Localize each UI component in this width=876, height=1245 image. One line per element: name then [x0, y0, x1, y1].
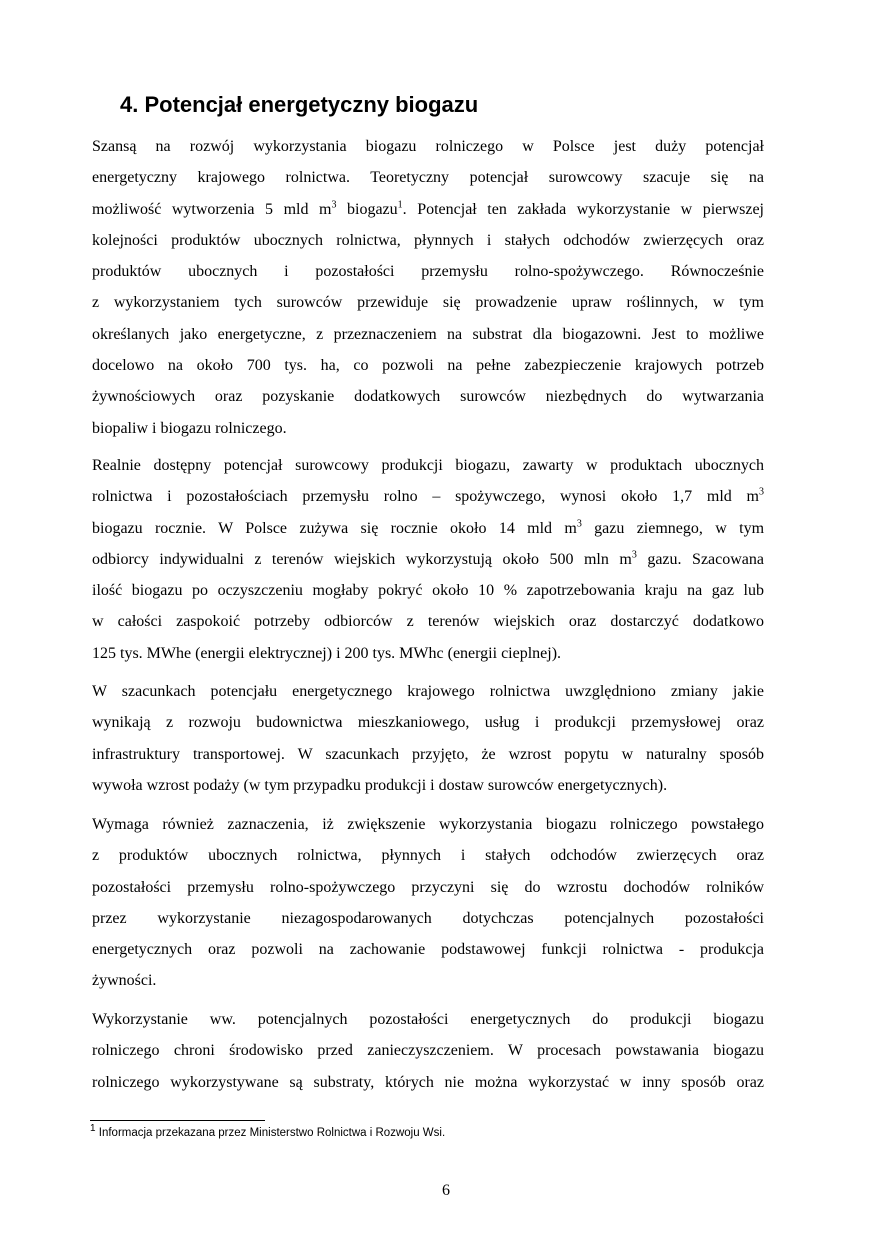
text-line: Szansą na rozwój wykorzystania biogazu rolniczego w Polsce jest duży potencjał	[92, 138, 764, 155]
text-line: biogazu rocznie. W Polsce zużywa się rocznie około 14 mld $m^3$ gazu ziemnego, w tym	[92, 518, 765, 537]
text-line: określanych jako energetyczne, z przeznaczeniem na substrat dla biogazowni. Jest to możliwe	[92, 325, 764, 343]
text-line: możliwość wytworzenia 5 mld $m^3$ biogazu$^1$. Potencjał ten zakłada wykorzystanie w pierwszej	[92, 199, 764, 218]
paragraph-5	[92, 1004, 764, 1098]
paragraph-3	[92, 676, 764, 801]
text-line: energetycznych oraz pozwoli na zachowanie podstawowej funkcji rolnictwa - produkcja	[92, 941, 764, 959]
section-heading: 4. Potencjał energetyczny biogazu	[120, 92, 479, 117]
superscript: 3	[331, 199, 337, 211]
text-line: energetyczny krajowego rolnictwa. Teoretyczny potencjał surowcowy szacuje się na	[92, 169, 764, 187]
text-line: żywnościowych oraz pozyskanie dodatkowych surowców niezbędnych do wytwarzania	[92, 388, 764, 406]
footnote	[90, 1123, 446, 1139]
paragraph-1	[92, 131, 764, 444]
text-line: produktów ubocznych i pozostałości przemysłu rolno-spożywczego. Równocześnie	[92, 263, 764, 281]
text-line: ilość biogazu po oczyszczeniu mogłaby pokryć około 10 % zapotrzebowania kraju na gaz lub	[92, 582, 764, 600]
text-line: w całości zaspokoić potrzeby odbiorców z terenów wiejskich oraz dostarczyć dodatkowo	[92, 613, 764, 631]
text-line: kolejności produktów ubocznych rolnictwa, płynnych i stałych odchodów zwierzęcych oraz	[92, 231, 764, 249]
footnote-separator	[90, 1120, 265, 1121]
paragraph-4	[92, 809, 764, 997]
text-line: z produktów ubocznych rolnictwa, płynnych i stałych odchodów zwierzęcych oraz	[92, 847, 764, 865]
paragraph-2	[92, 450, 764, 669]
footnote-text: Informacja przekazana przez Ministerstwo Rolnictwa i Rozwoju Wsi.	[95, 1127, 446, 1139]
text-line: rolnictwa i pozostałościach przemysłu rolno – spożywczego, wynosi około 1,7 mld $m^3$	[92, 486, 764, 506]
superscript: 3	[631, 549, 637, 561]
text-line: żywności.	[92, 972, 157, 990]
text-line: pozostałości przemysłu rolno-spożywczego przyczyni się do wzrostu dochodów rolników	[92, 878, 764, 896]
text-line: z wykorzystaniem tych surowców przewiduje się prowadzenie upraw roślinnych, w tym	[92, 294, 764, 312]
footnote-reference: 1	[397, 199, 403, 211]
text-line: docelowo na około 700 tys. ha, co pozwoli na pełne zabezpieczenie krajowych potrzeb	[92, 357, 764, 375]
text-line: odbiorcy indywidualni z terenów wiejskich wykorzystują około 500 mln $m^3$ gazu. Szacowana	[92, 549, 765, 568]
page-number: 6	[442, 1182, 450, 1199]
text-line: infrastruktury transportowej. W szacunkach przyjęto, że wzrost popytu w naturalny sposób	[92, 745, 764, 763]
superscript: 3	[759, 486, 764, 498]
text-line: wynikają z rozwoju budownictwa mieszkaniowego, usług i produkcji przemysłowej oraz	[92, 714, 764, 732]
footnote-marker: 1	[90, 1123, 96, 1135]
text-line: W szacunkach potencjału energetycznego krajowego rolnictwa uwzględniono zmiany jakie	[92, 683, 764, 700]
text-line: przez wykorzystanie niezagospodarowanych dotychczas potencjalnych pozostałości	[92, 909, 764, 927]
text-line: biopaliw i biogazu rolniczego.	[92, 419, 287, 437]
text-line: wywoła wzrost podaży (w tym przypadku produkcji i dostaw surowców energetycznych).	[92, 776, 668, 794]
text-line: rolniczego chroni środowisko przed zanieczyszczeniem. W procesach powstawania biogazu	[92, 1042, 764, 1060]
text-line: rolniczego wykorzystywane są substraty, których nie można wykorzystać w inny sposób oraz	[92, 1073, 764, 1091]
text-line: Wymaga również zaznaczenia, iż zwiększenie wykorzystania biogazu rolniczego powstałego	[92, 816, 764, 833]
text-line: Wykorzystanie ww. potencjalnych pozostałości energetycznych do produkcji biogazu	[92, 1011, 764, 1028]
text-line: 125 tys. MWhe (energii elektrycznej) i 200 tys. MWhc (energii cieplnej).	[92, 644, 562, 662]
text-line: Realnie dostępny potencjał surowcowy produkcji biogazu, zawarty w produktach ubocznych	[92, 457, 764, 474]
superscript: 3	[576, 518, 582, 530]
